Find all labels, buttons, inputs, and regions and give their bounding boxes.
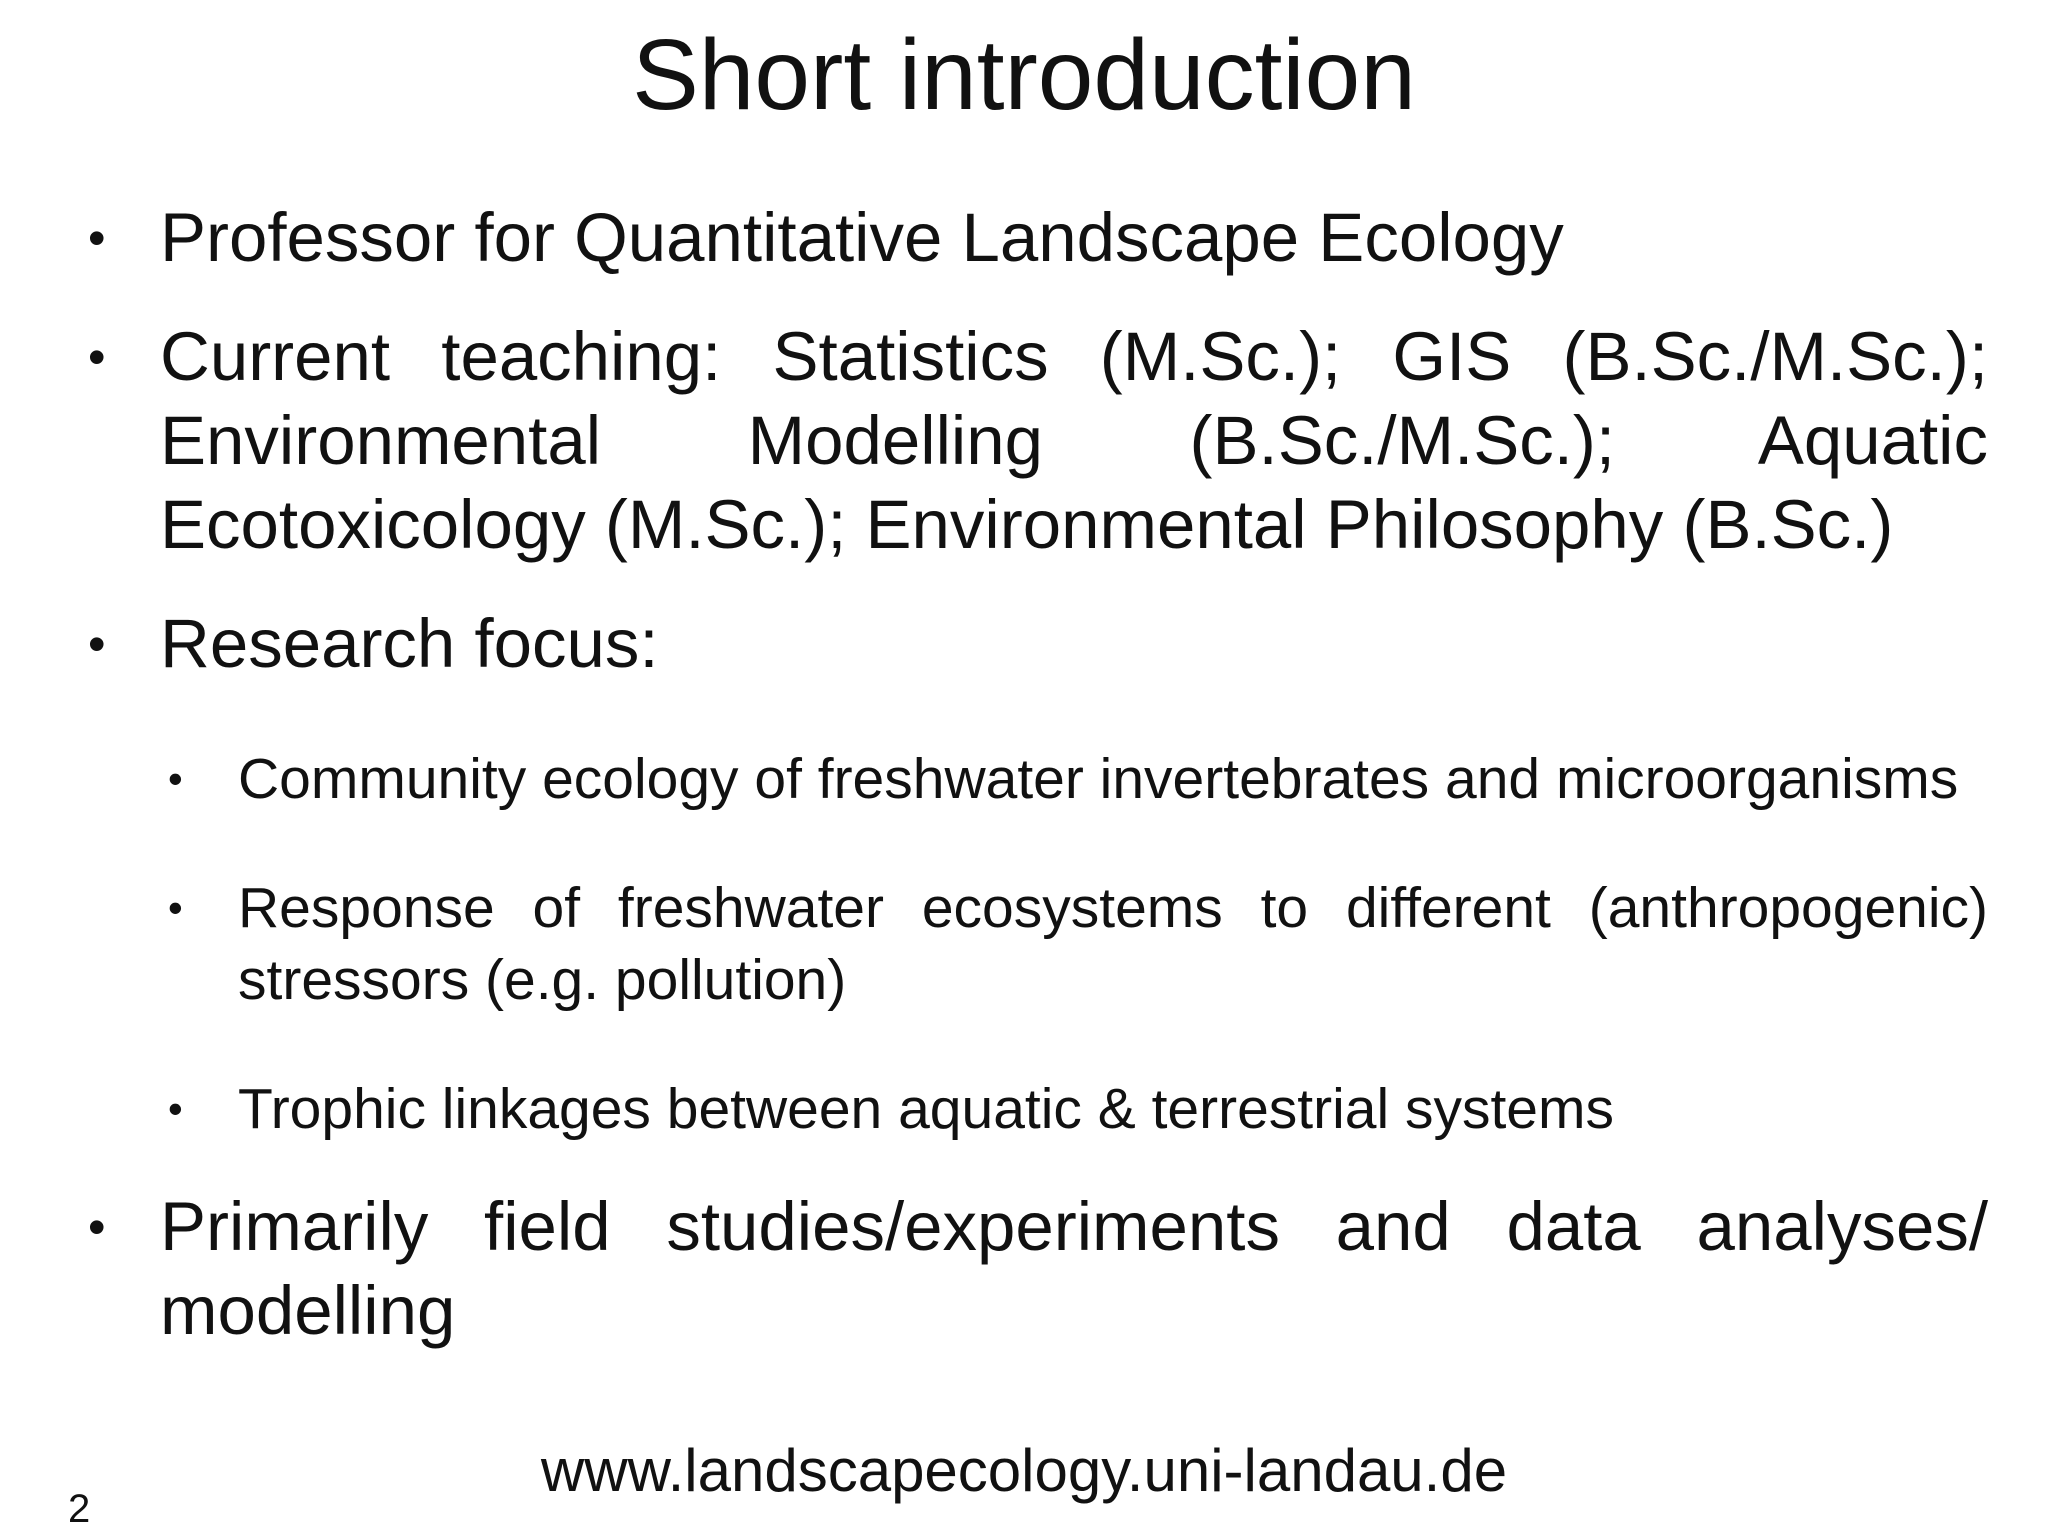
bullet-item bbox=[80, 602, 1988, 686]
bullet-text: Current teaching: Statistics (M.Sc.); GIS (B.Sc./M.Sc.); Environmental Modelling (B.Sc./M.Sc.); Aquatic Ecotoxicology (M.Sc.); Environmental Philosophy (B.Sc.) bbox=[160, 318, 1988, 563]
bullet-dot-icon: • bbox=[88, 1199, 106, 1255]
page-number: 2 bbox=[68, 1487, 91, 1531]
bullet-dot-icon: • bbox=[88, 616, 106, 672]
bullet-text: Professor for Quantitative Landscape Ecology bbox=[160, 199, 1564, 276]
bullet-item bbox=[80, 315, 1988, 567]
sub-bullet-item bbox=[168, 743, 1988, 815]
sub-bullet-item bbox=[168, 872, 1988, 1016]
bullet-dot-icon: • bbox=[168, 884, 183, 931]
sub-bullet-item bbox=[168, 1073, 1988, 1145]
bullet-item bbox=[80, 196, 1988, 280]
bullet-dot-icon: • bbox=[168, 755, 183, 802]
bullet-dot-icon: • bbox=[168, 1085, 183, 1132]
slide-title: Short introduction bbox=[632, 19, 1416, 131]
bullet-text: Research focus: bbox=[160, 605, 659, 682]
sub-bullet-text: Community ecology of freshwater invertebrates and microorganisms bbox=[238, 747, 1959, 811]
bullet-dot-icon: • bbox=[88, 329, 106, 385]
bullet-text: Primarily field studies/experiments and data analyses/ modelling bbox=[160, 1188, 1988, 1349]
research-focus-list bbox=[80, 743, 1988, 1145]
slide-content bbox=[80, 196, 1988, 1388]
footer-url: www.landscapecology.uni-landau.de bbox=[540, 1437, 1508, 1504]
sub-bullet-text: Response of freshwater ecosystems to different (anthropogenic) stressors (e.g. pollution) bbox=[238, 876, 1988, 1012]
bullet-item bbox=[80, 1185, 1988, 1353]
bullet-dot-icon: • bbox=[88, 210, 106, 266]
sub-bullet-text: Trophic linkages between aquatic & terrestrial systems bbox=[238, 1077, 1614, 1141]
